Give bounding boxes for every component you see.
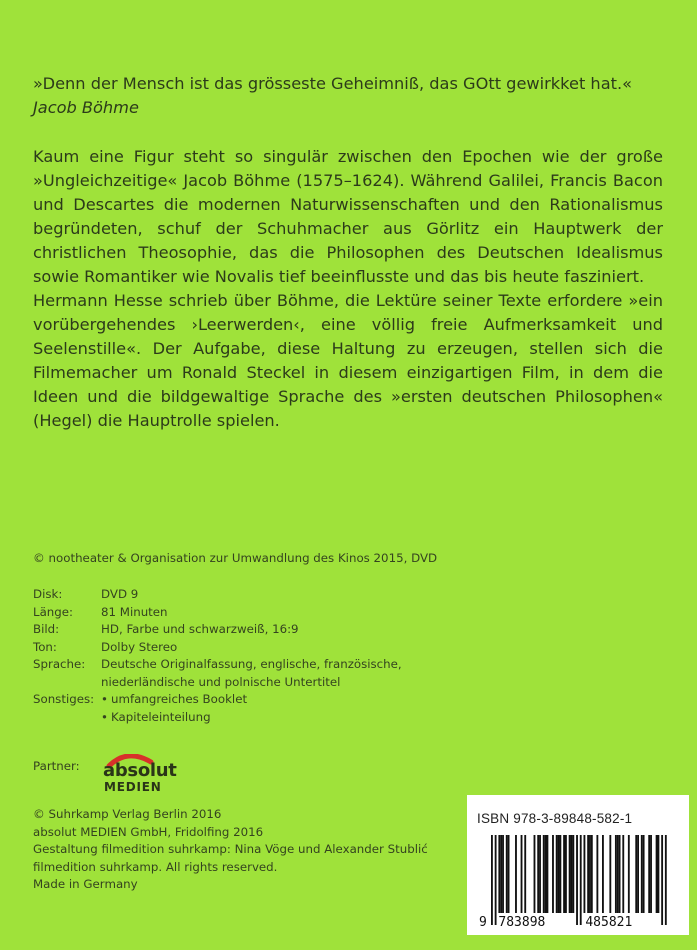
- quote-text: »Denn der Mensch ist das grösseste Geheimniß, das GOtt gewirkket hat.«: [33, 74, 633, 93]
- partner-section: [33, 754, 181, 802]
- spec-value: DVD 9: [101, 587, 139, 601]
- barcode-bar: [521, 835, 523, 913]
- imprint-line: Gestaltung filmedition suhrkamp: Nina Vöge und Alexander Stublić: [33, 842, 428, 856]
- barcode-bar: [491, 835, 493, 925]
- barcode-bar: [502, 835, 504, 913]
- barcode-bar: [641, 835, 643, 913]
- barcode-bar: [569, 835, 571, 913]
- barcode-bar: [508, 835, 510, 913]
- spec-row-sound: [33, 639, 453, 657]
- barcode-digits: 9: [479, 915, 487, 927]
- barcode-bar: [635, 835, 637, 913]
- barcode-bar: [619, 835, 621, 913]
- barcode-bar: [584, 835, 586, 913]
- spec-row-picture: [33, 621, 453, 639]
- barcode-bar: [559, 835, 561, 913]
- barcode-bar: [500, 835, 502, 913]
- barcode-bar: [571, 835, 573, 913]
- extras-item: • Kapiteleinteilung: [101, 709, 453, 727]
- barcode-bar: [589, 835, 591, 913]
- logo-subtitle: MEDIEN: [104, 780, 162, 794]
- barcode-bar: [524, 835, 526, 913]
- barcode-bar: [539, 835, 541, 913]
- isbn-number: ISBN 978-3-89848-582-1: [477, 811, 633, 826]
- barcode-bar: [622, 835, 624, 913]
- partner-label: Partner:: [33, 759, 80, 773]
- barcode-digits: 485821: [585, 915, 633, 927]
- barcode-bar: [661, 835, 663, 925]
- spec-row-disk: [33, 586, 453, 604]
- barcode-bar: [515, 835, 517, 913]
- barcode-bar: [580, 835, 582, 925]
- barcode-bar: [650, 835, 652, 913]
- barcode-bar: [547, 835, 549, 913]
- extras-item: • umfangreiches Booklet: [101, 691, 453, 709]
- imprint-line: filmedition suhrkamp. All rights reserved.: [33, 859, 278, 874]
- barcode-bar: [609, 835, 611, 913]
- barcode-bar: [656, 835, 658, 913]
- barcode-bar: [495, 835, 497, 925]
- barcode-bar: [498, 835, 500, 913]
- imprint: [33, 806, 453, 894]
- spec-value: HD, Farbe und schwarzweiß, 16:9: [101, 622, 299, 636]
- barcode-bar: [596, 835, 598, 913]
- epigraph-quote: [33, 72, 663, 120]
- imprint-line: © Suhrkamp Verlag Berlin 2016: [33, 807, 222, 821]
- spec-value: Deutsche Originalfassung, englische, französische, niederländische und polnische Untertitel: [101, 657, 402, 689]
- spec-row-language: [33, 656, 453, 691]
- spec-label: Ton:: [33, 639, 57, 654]
- spec-value: 81 Minuten: [101, 604, 168, 619]
- spec-label: Sonstiges:: [33, 692, 95, 706]
- barcode-bar: [543, 835, 545, 913]
- barcode-bar: [628, 835, 630, 913]
- barcode-bar: [615, 835, 617, 913]
- barcode-bar: [552, 835, 554, 913]
- spec-value-list: [101, 691, 453, 726]
- spec-label: Länge:: [33, 604, 73, 619]
- barcode-bar: [576, 835, 578, 925]
- spec-row-length: [33, 604, 453, 622]
- description-paragraph-1: Kaum eine Figur steht so singulär zwischen den Epochen wie der große »Ungleichzeitige« Jacob Böhme (1575–1624). Während Galilei, Francis Bacon und Descartes die modernen Naturwissenschaften und den Rationalismus begründeten, schuf der Schuhmacher aus Görlitz ein Hauptwerk der christlichen Theosophie, das die Philosophen des Deutschen Idealismus sowie Romantiker wie Novalis tief beeinflusste und das bis heute fasziniert.: [33, 147, 663, 286]
- spec-label: Disk:: [33, 587, 63, 601]
- description: [33, 145, 663, 433]
- barcode-bar: [565, 835, 567, 913]
- barcode-bar: [637, 835, 639, 913]
- logo-wordmark: absolut: [103, 760, 177, 781]
- barcode-bar: [558, 835, 560, 913]
- barcode-bar: [587, 835, 589, 913]
- barcode-digits: 783898: [498, 915, 546, 927]
- imprint-line: absolut MEDIEN GmbH, Fridolfing 2016: [33, 824, 264, 839]
- technical-specs: [33, 586, 453, 726]
- isbn-barcode-label: [467, 795, 689, 935]
- barcode-bar: [534, 835, 536, 913]
- barcode-bar: [563, 835, 565, 913]
- barcode-bar: [506, 835, 508, 913]
- imprint-line: Made in Germany: [33, 877, 138, 891]
- barcode-bar: [665, 835, 667, 925]
- spec-label: Sprache:: [33, 657, 86, 671]
- barcode-bar: [545, 835, 547, 913]
- barcode-bar: [591, 835, 593, 913]
- barcode-bar: [537, 835, 539, 913]
- barcode-bar: [602, 835, 604, 913]
- barcode-bar: [556, 835, 558, 913]
- spec-value: Dolby Stereo: [101, 639, 178, 654]
- production-copyright: © nootheater & Organisation zur Umwandlung des Kinos 2015, DVD: [33, 551, 438, 565]
- barcode-bar: [658, 835, 660, 913]
- quote-author: Jacob Böhme: [33, 98, 139, 117]
- spec-label: Bild:: [33, 622, 60, 636]
- absolut-medien-logo: [101, 754, 181, 802]
- barcode-bar: [572, 835, 574, 913]
- description-paragraph-2: Hermann Hesse schrieb über Böhme, die Lektüre seiner Texte erfordere »ein vorübergehendes ›Leerwerden‹, eine völlig freie Aufmerksamkeit und Seelenstille«. Der Aufgabe, diese Haltung zu erzeugen, stellen sich die Filmemacher um Ronald Steckel in diesem einzigartigen Film, in dem die Ideen und die bildgewaltige Sprache des »ersten deutschen Philosophen« (Hegel) die Hauptrolle spielen.: [33, 291, 663, 430]
- barcode-bar: [648, 835, 650, 913]
- barcode-bar: [643, 835, 645, 913]
- spec-row-extras: [33, 691, 453, 726]
- barcode-bar: [617, 835, 619, 913]
- ean-barcode: [477, 835, 679, 927]
